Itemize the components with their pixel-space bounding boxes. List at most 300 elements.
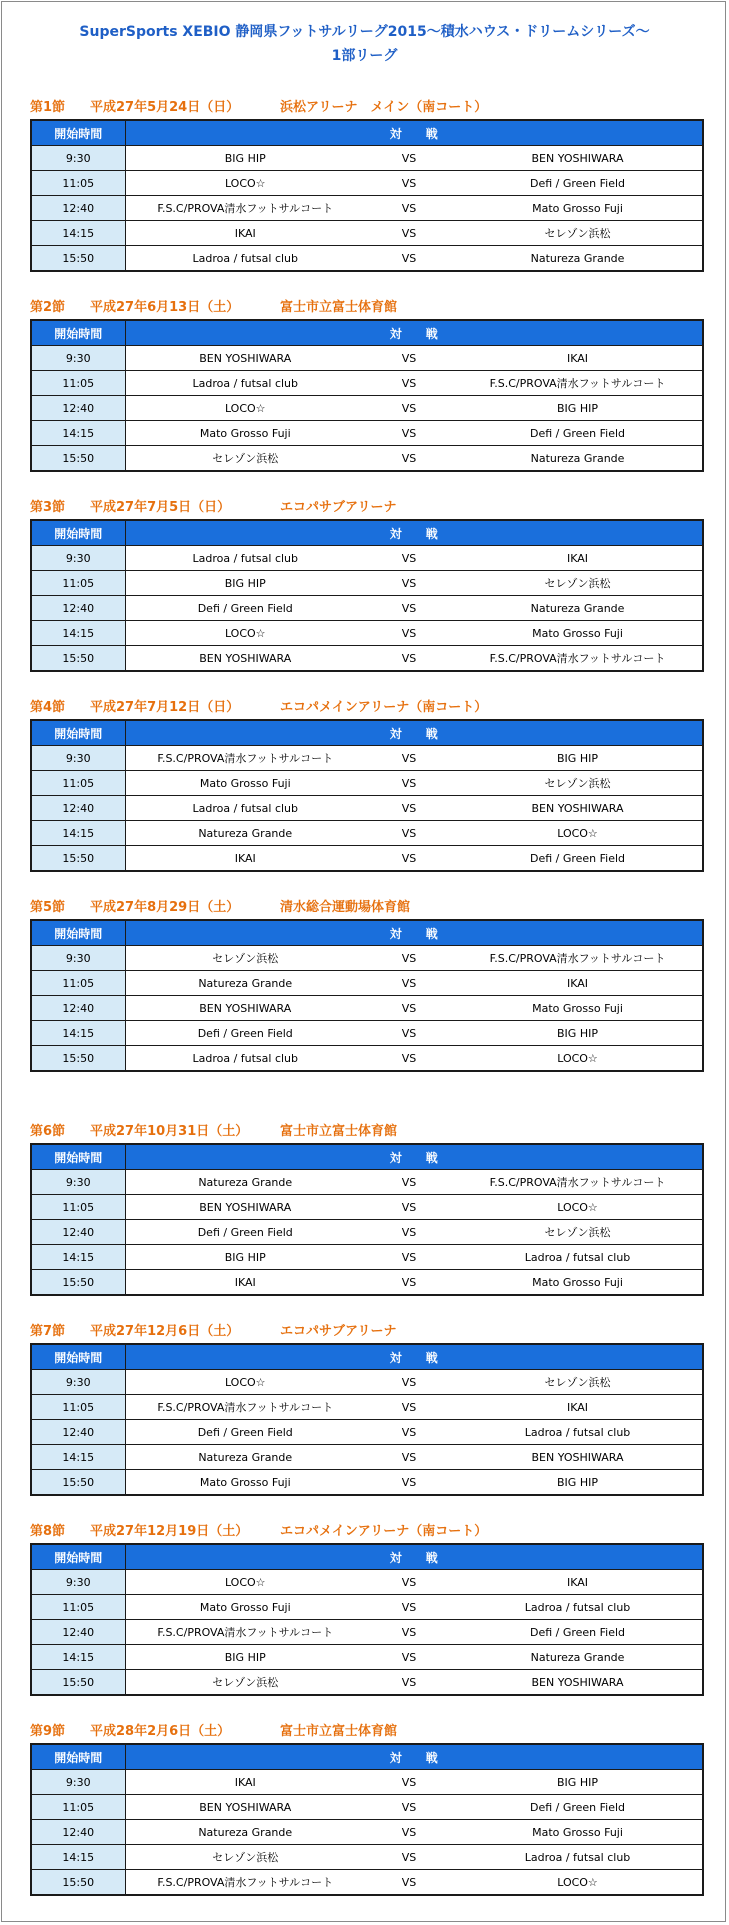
away-team: LOCO☆	[453, 1046, 703, 1072]
home-team: Natureza Grande	[125, 1820, 365, 1845]
table-row	[31, 1595, 703, 1620]
round-header	[30, 1521, 702, 1543]
vs-label: VS	[365, 221, 453, 246]
home-team: IKAI	[125, 1770, 365, 1795]
header-match: 対 戦	[125, 520, 703, 546]
away-team: BIG HIP	[453, 1470, 703, 1496]
away-team: Natureza Grande	[453, 596, 703, 621]
away-team: Ladroa / futsal club	[453, 1245, 703, 1270]
vs-label: VS	[365, 1770, 453, 1795]
match-time: 11:05	[31, 1795, 125, 1820]
round-header	[30, 497, 702, 519]
away-team: IKAI	[453, 971, 703, 996]
match-time: 12:40	[31, 596, 125, 621]
table-row	[31, 1420, 703, 1445]
table-row	[31, 771, 703, 796]
vs-label: VS	[365, 1670, 453, 1696]
table-header-row	[31, 1344, 703, 1370]
round-number: 第1節	[30, 100, 66, 115]
table-row	[31, 571, 703, 596]
table-row	[31, 221, 703, 246]
round-header	[30, 1321, 702, 1343]
match-time: 14:15	[31, 1645, 125, 1670]
match-time: 14:15	[31, 421, 125, 446]
round-section	[30, 1521, 702, 1696]
header-match: 対 戦	[125, 1144, 703, 1170]
match-time: 15:50	[31, 1046, 125, 1072]
home-team: セレゾン浜松	[125, 946, 365, 971]
table-row	[31, 621, 703, 646]
match-time: 15:50	[31, 646, 125, 672]
round-header	[30, 697, 702, 719]
table-row	[31, 1570, 703, 1595]
away-team: セレゾン浜松	[453, 571, 703, 596]
vs-label: VS	[365, 1445, 453, 1470]
table-row	[31, 1245, 703, 1270]
home-team: F.S.C/PROVA清水フットサルコート	[125, 1870, 365, 1896]
home-team: セレゾン浜松	[125, 446, 365, 472]
round-section	[30, 1321, 702, 1496]
round-section	[30, 1721, 702, 1896]
vs-label: VS	[365, 1620, 453, 1645]
away-team: セレゾン浜松	[453, 1370, 703, 1395]
home-team: BIG HIP	[125, 1245, 365, 1270]
home-team: BEN YOSHIWARA	[125, 346, 365, 371]
table-row	[31, 1770, 703, 1795]
round-number: 第6節	[30, 1124, 66, 1139]
round-section	[30, 697, 702, 872]
table-header-row	[31, 320, 703, 346]
table-row	[31, 746, 703, 771]
match-time: 9:30	[31, 946, 125, 971]
page-title: SuperSports XEBIO 静岡県フットサルリーグ2015〜積水ハウス・ドリームシリーズ〜	[79, 24, 650, 40]
away-team: Mato Grosso Fuji	[453, 996, 703, 1021]
match-table	[30, 119, 704, 272]
match-time: 12:40	[31, 1820, 125, 1845]
match-time: 14:15	[31, 621, 125, 646]
vs-label: VS	[365, 796, 453, 821]
table-row	[31, 371, 703, 396]
away-team: Mato Grosso Fuji	[453, 196, 703, 221]
home-team: Mato Grosso Fuji	[125, 421, 365, 446]
away-team: BEN YOSHIWARA	[453, 796, 703, 821]
round-section	[30, 897, 702, 1072]
vs-label: VS	[365, 546, 453, 571]
match-table	[30, 519, 704, 672]
away-team: Defi / Green Field	[453, 171, 703, 196]
match-time: 9:30	[31, 1770, 125, 1795]
home-team: BEN YOSHIWARA	[125, 996, 365, 1021]
home-team: Ladroa / futsal club	[125, 246, 365, 272]
away-team: Defi / Green Field	[453, 421, 703, 446]
away-team: BEN YOSHIWARA	[453, 1670, 703, 1696]
header-start-time: 開始時間	[31, 1344, 125, 1370]
vs-label: VS	[365, 821, 453, 846]
home-team: F.S.C/PROVA清水フットサルコート	[125, 1395, 365, 1420]
table-row	[31, 1170, 703, 1195]
round-number: 第9節	[30, 1724, 66, 1739]
match-time: 12:40	[31, 1220, 125, 1245]
round-header	[30, 97, 702, 119]
round-section	[30, 297, 702, 472]
round-date: 平成27年12月19日（土）	[90, 1524, 249, 1539]
vs-label: VS	[365, 1195, 453, 1220]
round-venue: 清水総合運動場体育館	[280, 900, 411, 915]
away-team: LOCO☆	[453, 821, 703, 846]
table-row	[31, 546, 703, 571]
vs-label: VS	[365, 1470, 453, 1496]
header-start-time: 開始時間	[31, 320, 125, 346]
away-team: セレゾン浜松	[453, 221, 703, 246]
vs-label: VS	[365, 1595, 453, 1620]
home-team: BIG HIP	[125, 146, 365, 171]
match-table	[30, 1743, 704, 1896]
home-team: セレゾン浜松	[125, 1670, 365, 1696]
table-row	[31, 1046, 703, 1072]
home-team: Natureza Grande	[125, 1170, 365, 1195]
header-start-time: 開始時間	[31, 720, 125, 746]
match-time: 9:30	[31, 1170, 125, 1195]
away-team: IKAI	[453, 1395, 703, 1420]
away-team: BIG HIP	[453, 1770, 703, 1795]
match-time: 9:30	[31, 546, 125, 571]
match-time: 15:50	[31, 246, 125, 272]
home-team: Ladroa / futsal club	[125, 1046, 365, 1072]
away-team: Defi / Green Field	[453, 1795, 703, 1820]
round-date: 平成27年5月24日（日）	[90, 100, 240, 115]
home-team: Natureza Grande	[125, 971, 365, 996]
vs-label: VS	[365, 1270, 453, 1296]
match-time: 9:30	[31, 346, 125, 371]
round-date: 平成27年7月5日（日）	[90, 500, 231, 515]
home-team: LOCO☆	[125, 171, 365, 196]
page-subtitle: 1部リーグ	[331, 48, 398, 64]
vs-label: VS	[365, 1820, 453, 1845]
round-venue: 富士市立富士体育館	[280, 1724, 398, 1739]
match-time: 15:50	[31, 1670, 125, 1696]
match-time: 11:05	[31, 1195, 125, 1220]
table-row	[31, 946, 703, 971]
table-header-row	[31, 920, 703, 946]
vs-label: VS	[365, 971, 453, 996]
match-time: 11:05	[31, 1595, 125, 1620]
round-venue: エコパメインアリーナ（南コート）	[280, 700, 488, 715]
away-team: BEN YOSHIWARA	[453, 1445, 703, 1470]
header-match: 対 戦	[125, 1344, 703, 1370]
header-match: 対 戦	[125, 1744, 703, 1770]
round-number: 第2節	[30, 300, 66, 315]
away-team: F.S.C/PROVA清水フットサルコート	[453, 1170, 703, 1195]
match-time: 15:50	[31, 1270, 125, 1296]
vs-label: VS	[365, 1795, 453, 1820]
match-time: 14:15	[31, 1245, 125, 1270]
vs-label: VS	[365, 1021, 453, 1046]
round-section	[30, 497, 702, 672]
round-section	[30, 1121, 702, 1296]
match-time: 11:05	[31, 571, 125, 596]
header-match: 対 戦	[125, 920, 703, 946]
home-team: Defi / Green Field	[125, 596, 365, 621]
match-time: 14:15	[31, 821, 125, 846]
table-header-row	[31, 120, 703, 146]
header-match: 対 戦	[125, 720, 703, 746]
vs-label: VS	[365, 1870, 453, 1896]
match-table	[30, 1343, 704, 1496]
table-row	[31, 146, 703, 171]
away-team: F.S.C/PROVA清水フットサルコート	[453, 946, 703, 971]
away-team: セレゾン浜松	[453, 1220, 703, 1245]
match-time: 12:40	[31, 396, 125, 421]
home-team: Defi / Green Field	[125, 1021, 365, 1046]
vs-label: VS	[365, 1170, 453, 1195]
match-table	[30, 919, 704, 1072]
vs-label: VS	[365, 1645, 453, 1670]
match-table	[30, 1543, 704, 1696]
round-venue: エコパサブアリーナ	[280, 1324, 397, 1339]
away-team: IKAI	[453, 546, 703, 571]
match-time: 9:30	[31, 1370, 125, 1395]
header-start-time: 開始時間	[31, 520, 125, 546]
table-row	[31, 1670, 703, 1696]
match-time: 11:05	[31, 771, 125, 796]
table-row	[31, 446, 703, 472]
table-row	[31, 1645, 703, 1670]
header-start-time: 開始時間	[31, 1144, 125, 1170]
away-team: BIG HIP	[453, 396, 703, 421]
vs-label: VS	[365, 996, 453, 1021]
home-team: LOCO☆	[125, 621, 365, 646]
table-row	[31, 1220, 703, 1245]
away-team: Natureza Grande	[453, 246, 703, 272]
round-date: 平成27年6月13日（土）	[90, 300, 240, 315]
round-date: 平成27年12月6日（土）	[90, 1324, 240, 1339]
round-date: 平成27年7月12日（日）	[90, 700, 240, 715]
home-team: Ladroa / futsal club	[125, 371, 365, 396]
vs-label: VS	[365, 1370, 453, 1395]
header-match: 対 戦	[125, 1544, 703, 1570]
table-row	[31, 646, 703, 672]
home-team: BIG HIP	[125, 1645, 365, 1670]
round-date: 平成27年8月29日（土）	[90, 900, 240, 915]
home-team: LOCO☆	[125, 1370, 365, 1395]
match-table	[30, 319, 704, 472]
header-start-time: 開始時間	[31, 920, 125, 946]
vs-label: VS	[365, 596, 453, 621]
round-venue: 浜松アリーナ メイン（南コート）	[280, 100, 488, 115]
match-time: 15:50	[31, 446, 125, 472]
vs-label: VS	[365, 371, 453, 396]
vs-label: VS	[365, 146, 453, 171]
round-venue: 富士市立富士体育館	[280, 1124, 398, 1139]
round-section	[30, 97, 702, 272]
round-header	[30, 897, 702, 919]
home-team: BEN YOSHIWARA	[125, 1795, 365, 1820]
table-row	[31, 1021, 703, 1046]
table-row	[31, 196, 703, 221]
table-row	[31, 1270, 703, 1296]
home-team: Ladroa / futsal club	[125, 546, 365, 571]
table-row	[31, 246, 703, 272]
match-time: 15:50	[31, 1470, 125, 1496]
home-team: IKAI	[125, 1270, 365, 1296]
home-team: LOCO☆	[125, 1570, 365, 1595]
match-time: 14:15	[31, 1021, 125, 1046]
header-match: 対 戦	[125, 120, 703, 146]
table-row	[31, 1845, 703, 1870]
match-time: 14:15	[31, 221, 125, 246]
vs-label: VS	[365, 1220, 453, 1245]
match-time: 14:15	[31, 1845, 125, 1870]
match-time: 11:05	[31, 371, 125, 396]
table-row	[31, 346, 703, 371]
away-team: Natureza Grande	[453, 1645, 703, 1670]
vs-label: VS	[365, 771, 453, 796]
away-team: LOCO☆	[453, 1195, 703, 1220]
match-time: 9:30	[31, 1570, 125, 1595]
home-team: Defi / Green Field	[125, 1420, 365, 1445]
away-team: Mato Grosso Fuji	[453, 621, 703, 646]
home-team: BIG HIP	[125, 571, 365, 596]
vs-label: VS	[365, 746, 453, 771]
vs-label: VS	[365, 1245, 453, 1270]
vs-label: VS	[365, 346, 453, 371]
table-row	[31, 1870, 703, 1896]
match-time: 12:40	[31, 796, 125, 821]
table-row	[31, 1370, 703, 1395]
away-team: IKAI	[453, 346, 703, 371]
away-team: Ladroa / futsal club	[453, 1845, 703, 1870]
table-row	[31, 396, 703, 421]
vs-label: VS	[365, 246, 453, 272]
vs-label: VS	[365, 946, 453, 971]
round-venue: エコパメインアリーナ（南コート）	[280, 1524, 488, 1539]
table-header-row	[31, 520, 703, 546]
home-team: Natureza Grande	[125, 821, 365, 846]
vs-label: VS	[365, 171, 453, 196]
home-team: BEN YOSHIWARA	[125, 1195, 365, 1220]
round-venue: 富士市立富士体育館	[280, 300, 398, 315]
header-start-time: 開始時間	[31, 1744, 125, 1770]
vs-label: VS	[365, 846, 453, 872]
header-start-time: 開始時間	[31, 1544, 125, 1570]
away-team: BIG HIP	[453, 1021, 703, 1046]
home-team: セレゾン浜松	[125, 1845, 365, 1870]
match-time: 9:30	[31, 146, 125, 171]
table-row	[31, 596, 703, 621]
header-start-time: 開始時間	[31, 120, 125, 146]
table-header-row	[31, 1744, 703, 1770]
vs-label: VS	[365, 1570, 453, 1595]
away-team: LOCO☆	[453, 1870, 703, 1896]
round-number: 第3節	[30, 500, 66, 515]
home-team: IKAI	[125, 846, 365, 872]
vs-label: VS	[365, 646, 453, 672]
table-row	[31, 1620, 703, 1645]
table-row	[31, 846, 703, 872]
home-team: LOCO☆	[125, 396, 365, 421]
home-team: F.S.C/PROVA清水フットサルコート	[125, 1620, 365, 1645]
round-header	[30, 297, 702, 319]
away-team: Natureza Grande	[453, 446, 703, 472]
vs-label: VS	[365, 196, 453, 221]
away-team: Defi / Green Field	[453, 846, 703, 872]
vs-label: VS	[365, 1046, 453, 1072]
match-time: 15:50	[31, 1870, 125, 1896]
match-time: 14:15	[31, 1445, 125, 1470]
table-row	[31, 1795, 703, 1820]
match-time: 9:30	[31, 746, 125, 771]
table-header-row	[31, 1544, 703, 1570]
round-number: 第7節	[30, 1324, 66, 1339]
home-team: Mato Grosso Fuji	[125, 1470, 365, 1496]
table-row	[31, 971, 703, 996]
home-team: Mato Grosso Fuji	[125, 771, 365, 796]
away-team: F.S.C/PROVA清水フットサルコート	[453, 646, 703, 672]
round-date: 平成27年10月31日（土）	[90, 1124, 249, 1139]
table-row	[31, 796, 703, 821]
header-match: 対 戦	[125, 320, 703, 346]
round-header	[30, 1121, 702, 1143]
table-row	[31, 1395, 703, 1420]
away-team: セレゾン浜松	[453, 771, 703, 796]
match-time: 12:40	[31, 1620, 125, 1645]
match-time: 11:05	[31, 171, 125, 196]
away-team: BIG HIP	[453, 746, 703, 771]
round-number: 第5節	[30, 900, 66, 915]
away-team: Mato Grosso Fuji	[453, 1270, 703, 1296]
home-team: BEN YOSHIWARA	[125, 646, 365, 672]
away-team: Mato Grosso Fuji	[453, 1820, 703, 1845]
table-header-row	[31, 1144, 703, 1170]
home-team: IKAI	[125, 221, 365, 246]
vs-label: VS	[365, 446, 453, 472]
vs-label: VS	[365, 421, 453, 446]
away-team: IKAI	[453, 1570, 703, 1595]
table-row	[31, 421, 703, 446]
home-team: F.S.C/PROVA清水フットサルコート	[125, 196, 365, 221]
match-time: 12:40	[31, 196, 125, 221]
table-row	[31, 1445, 703, 1470]
table-row	[31, 1820, 703, 1845]
table-row	[31, 1195, 703, 1220]
away-team: F.S.C/PROVA清水フットサルコート	[453, 371, 703, 396]
table-row	[31, 996, 703, 1021]
vs-label: VS	[365, 621, 453, 646]
round-header	[30, 1721, 702, 1743]
match-time: 15:50	[31, 846, 125, 872]
match-table	[30, 719, 704, 872]
home-team: Mato Grosso Fuji	[125, 1595, 365, 1620]
vs-label: VS	[365, 1420, 453, 1445]
vs-label: VS	[365, 1845, 453, 1870]
home-team: Ladroa / futsal club	[125, 796, 365, 821]
away-team: Ladroa / futsal club	[453, 1420, 703, 1445]
vs-label: VS	[365, 1395, 453, 1420]
table-row	[31, 171, 703, 196]
match-table	[30, 1143, 704, 1296]
round-number: 第8節	[30, 1524, 66, 1539]
round-date: 平成28年2月6日（土）	[90, 1724, 231, 1739]
match-time: 12:40	[31, 1420, 125, 1445]
table-row	[31, 1470, 703, 1496]
match-time: 11:05	[31, 971, 125, 996]
home-team: Natureza Grande	[125, 1445, 365, 1470]
away-team: Defi / Green Field	[453, 1620, 703, 1645]
home-team: F.S.C/PROVA清水フットサルコート	[125, 746, 365, 771]
vs-label: VS	[365, 396, 453, 421]
table-header-row	[31, 720, 703, 746]
home-team: Defi / Green Field	[125, 1220, 365, 1245]
